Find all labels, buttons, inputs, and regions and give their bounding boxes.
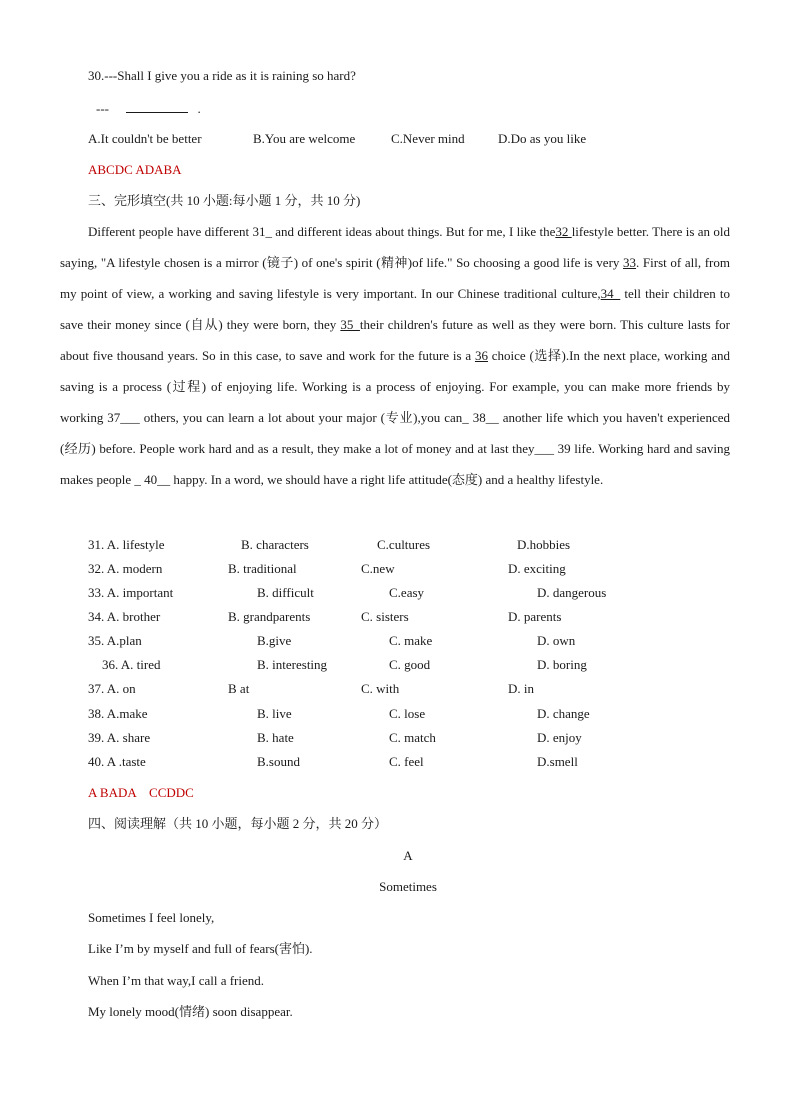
q30-option-d: D.Do as you like xyxy=(498,131,587,146)
option-31-b: B. characters xyxy=(241,537,309,552)
poem-line-3: When I’m that way,I call a friend. xyxy=(88,973,265,988)
option-32-d: D. exciting xyxy=(508,561,566,576)
option-37-d: D. in xyxy=(508,681,534,696)
q30-option-a: A.It couldn't be better xyxy=(88,131,202,146)
option-39-c: C. match xyxy=(389,730,436,745)
q30-option-c: C.Never mind xyxy=(391,131,465,146)
option-37-a: 37. A. on xyxy=(88,681,136,696)
option-33-b: B. difficult xyxy=(257,585,314,600)
reply-prefix: --- xyxy=(96,101,109,116)
option-31-c: C.cultures xyxy=(377,537,431,552)
option-32-c: C.new xyxy=(361,561,395,576)
blank-34: 34_ xyxy=(600,286,621,301)
option-40-a: 40. A .taste xyxy=(88,754,146,769)
option-33-d: D. dangerous xyxy=(537,585,607,600)
option-35-b: B.give xyxy=(257,633,292,648)
option-39-a: 39. A. share xyxy=(88,730,151,745)
q30-option-b: B.You are welcome xyxy=(253,131,356,146)
passage-text-5: their children's future as well as they were born. This culture lasts for about five thousand years. So in this case, to save and work for the future is a xyxy=(60,317,730,363)
option-38-d: D. change xyxy=(537,706,590,721)
poem-line-1: Sometimes I feel lonely, xyxy=(88,910,215,925)
option-37-b: B at xyxy=(228,681,250,696)
option-40-d: D.smell xyxy=(537,754,578,769)
section-3-heading: 三、完形填空(共 10 小题:每小题 1 分，共 10 分) xyxy=(88,193,361,208)
option-38-a: 38. A.make xyxy=(88,706,148,721)
option-39-d: D. enjoy xyxy=(537,730,582,745)
blank-35: 35_ xyxy=(340,317,360,332)
poem-line-2: Like I’m by myself and full of fears(害怕). xyxy=(88,941,313,956)
option-36-a: 36. A. tired xyxy=(102,657,161,672)
option-36-d: D. boring xyxy=(537,657,587,672)
blank-32: 32 xyxy=(555,224,572,239)
option-36-b: B. interesting xyxy=(257,657,328,672)
section-4-heading: 四、阅读理解（共 10 小题，每小题 2 分，共 20 分） xyxy=(88,816,388,831)
option-34-a: 34. A. brother xyxy=(88,609,161,624)
option-32-a: 32. A. modern xyxy=(88,561,163,576)
blank-36: 36 xyxy=(474,348,488,363)
option-35-d: D. own xyxy=(537,633,576,648)
cloze-passage xyxy=(60,216,730,495)
option-40-c: C. feel xyxy=(389,754,424,769)
option-40-b: B.sound xyxy=(257,754,300,769)
option-38-c: C. lose xyxy=(389,706,426,721)
answer-key-1: ABCDC ADABA xyxy=(88,162,182,177)
option-35-a: 35. A.plan xyxy=(88,633,142,648)
passage-text-1: Different people have different 31_ and different ideas about things. But for me, I like the xyxy=(88,224,556,239)
option-32-b: B. traditional xyxy=(228,561,297,576)
answer-key-2: A BADA CCDDC xyxy=(88,785,194,800)
passage-text-2: lifestyle better. There is an old saying, "A lifestyle chosen is a mirror (镜子) of one's spirit (精神)of life." So choosing a good life is very xyxy=(60,224,730,270)
option-37-c: C. with xyxy=(361,681,400,696)
answer-blank xyxy=(126,100,188,113)
option-33-c: C.easy xyxy=(389,585,425,600)
option-39-b: B. hate xyxy=(257,730,294,745)
reply-suffix: . xyxy=(197,101,201,116)
option-34-c: C. sisters xyxy=(361,609,409,624)
option-38-b: B. live xyxy=(257,706,292,721)
blank-33: 33 xyxy=(623,255,637,270)
passage-text-4: tell their children to save their money since (自从) they were born, they xyxy=(60,286,730,332)
option-34-b: B. grandparents xyxy=(228,609,311,624)
question-30: 30.---Shall I give you a ride as it is raining so hard? xyxy=(88,68,356,83)
reading-a-title: Sometimes xyxy=(379,879,437,894)
option-31-a: 31. A. lifestyle xyxy=(88,537,165,552)
option-35-c: C. make xyxy=(389,633,433,648)
passage-text-3: . First of all, from my point of view, a working and saving lifestyle is very important. In our Chinese traditional culture, xyxy=(60,255,730,301)
reading-a-label: A xyxy=(403,848,413,863)
passage-text-6: choice (选择).In the next place, working and saving is a process (过程) of enjoying life. Working is a process of enjoying. For example, you can make more friends by working 37___ others, you can learn a lot about your major (专业),you can_ 38__ another life which you haven't experienced (经历) before. People work hard and as a result, they make a lot of money and at last they___ 39 life. Working hard and saving makes people _ 40__ happy. In a word, we should have a right life attitude(态度) and a healthy lifestyle. xyxy=(60,348,730,487)
question-30-reply xyxy=(96,100,201,117)
option-36-c: C. good xyxy=(389,657,431,672)
option-31-d: D.hobbies xyxy=(517,537,571,552)
option-33-a: 33. A. important xyxy=(88,585,174,600)
option-34-d: D. parents xyxy=(508,609,562,624)
poem-line-4: My lonely mood(情绪) soon disappear. xyxy=(88,1004,293,1019)
